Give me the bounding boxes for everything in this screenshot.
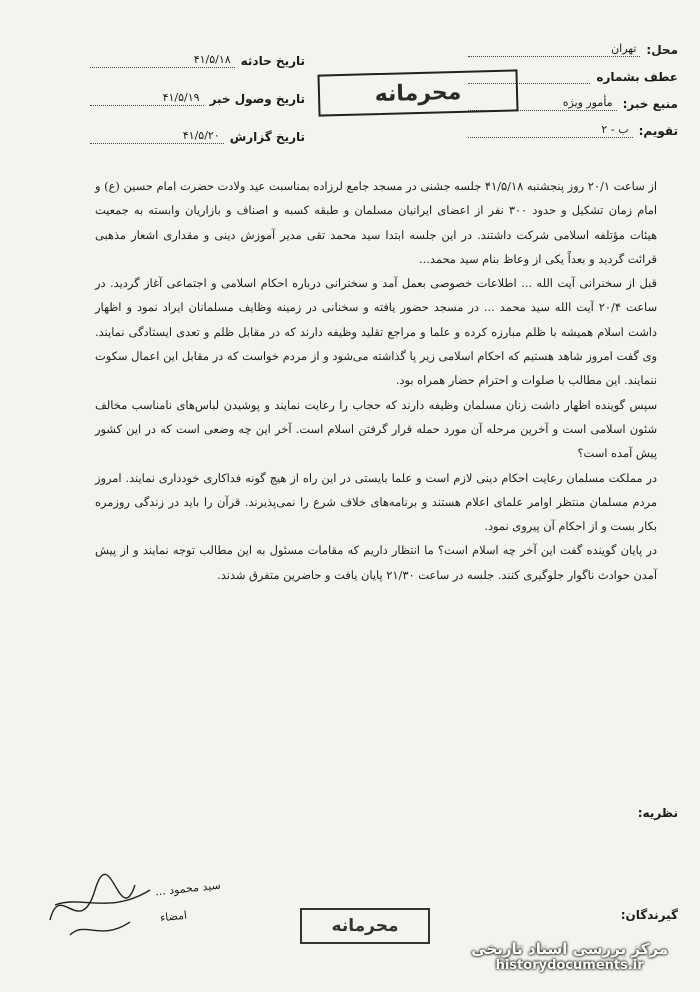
signature-name: سید محمود ...	[154, 878, 222, 899]
confidential-stamp-bottom: محرمانه	[300, 908, 430, 944]
archive-watermark	[471, 940, 668, 973]
header-field-location: محل: تهران	[468, 30, 678, 57]
header-field-incident-date: تاریخ حادثه ۴۱/۵/۱۸	[90, 30, 305, 68]
signature-scribble	[40, 860, 160, 950]
body-paragraph: سپس گوینده اظهار داشت زنان مسلمان وظیفه دارند که حجاب را رعایت نمایند و پوشیدن لباس‌های نامناسب مخالف شئون اسلامی است و آخرین مرحله آن مورد حمله قرار گرفتن اسلام است. آخر این چه وضعی است که در این کشور پیش آمده است؟	[95, 397, 657, 461]
header-field-received-date: تاریخ وصول خبر ۴۱/۵/۱۹	[90, 68, 305, 106]
body-paragraph: در پایان گوینده گفت این آخر چه اسلام است؟ ما انتظار داریم که مقامات مسئول به این مطالب توجه نمایند و از پیش آمدن حوادث ناگوار جلوگیری کنند. جلسه در ساعت ۲۱/۳۰ پایان یافت و حاضرین متفرق شدند.	[95, 543, 657, 582]
header-field-report-date: تاریخ گزارش ۴۱/۵/۲۰	[90, 106, 305, 144]
header-fields-left	[90, 30, 305, 144]
receivers-label: گیرندگان:	[620, 908, 678, 922]
signature-mark: امضاء	[159, 908, 188, 925]
watermark-title: مرکز بررسی اسناد تاریخی	[471, 940, 668, 958]
body-paragraph: از ساعت ۲۰/۱ روز پنجشنبه ۴۱/۵/۱۸ جلسه جشنی در مسجد جامع لرزاده بمناسبت عید ولادت حضرت امام حسین (ع) و امام زمان تشکیل و حدود ۳۰۰ نفر از اعضای ایرانیان مسلمان و طبقه کسبه و اصناف و بازاریان وابسته به جمعیت هیئات مؤتلفه اسلامی شرکت داشتند. در این جلسه ابتدا سید محمد تقی مدیر آموزش دینی و مقداری اشعار مذهبی قرائت گردید و بعداً یکی از وعاظ بنام سید محمد...	[95, 179, 657, 266]
header-field-reference: عطف بشماره	[468, 57, 678, 84]
header-field-source: منبع خبر: مأمور ویژه	[468, 84, 678, 111]
body-paragraph: قبل از سخنرانی آیت الله ... اطلاعات خصوصی بعمل آمد و سخنرانی درباره احکام اسلامی و اجتماعی آغاز گردید. در ساعت ۲۰/۴ آیت الله سید محمد ... در مسجد حضور یافته و سخنانی در زمینه وظایف مسلمانان ایراد نمود و اظهار داشت اسلام همیشه با ظلم مبارزه کرده و علما و مراجع تقلید وظیفه دارند که در مقابل ظلم و تعدی ایستادگی نمایند. وی گفت امروز شاهد هستیم که احکام اسلامی زیر پا گذاشته می‌شود و از مردم خواست که در مقابل این اعمال سکوت ننمایند. این مطالب با صلوات و احترام حضار همراه بود.	[95, 276, 657, 388]
body-paragraph: در مملکت مسلمان رعایت احکام دینی لازم است و علما بایستی در این راه از هیچ گونه فداکاری خودداری نمایند. امروز مردم مسلمان منتظر اوامر علمای اعلام هستند و برنامه‌های خلاف شرع را نمی‌پذیرند. قرآن را باید در زندگی روزمره بکار بست و از احکام آن پیروی نمود.	[95, 470, 657, 534]
signature-area	[40, 860, 300, 970]
opinion-label: نظریه:	[637, 806, 678, 820]
confidential-stamp: محرمانه	[317, 69, 518, 116]
watermark-url: historydocuments.ir	[495, 958, 644, 973]
report-body	[95, 174, 657, 587]
header-field-calendar: تقویم: ب - ۲	[468, 111, 678, 138]
